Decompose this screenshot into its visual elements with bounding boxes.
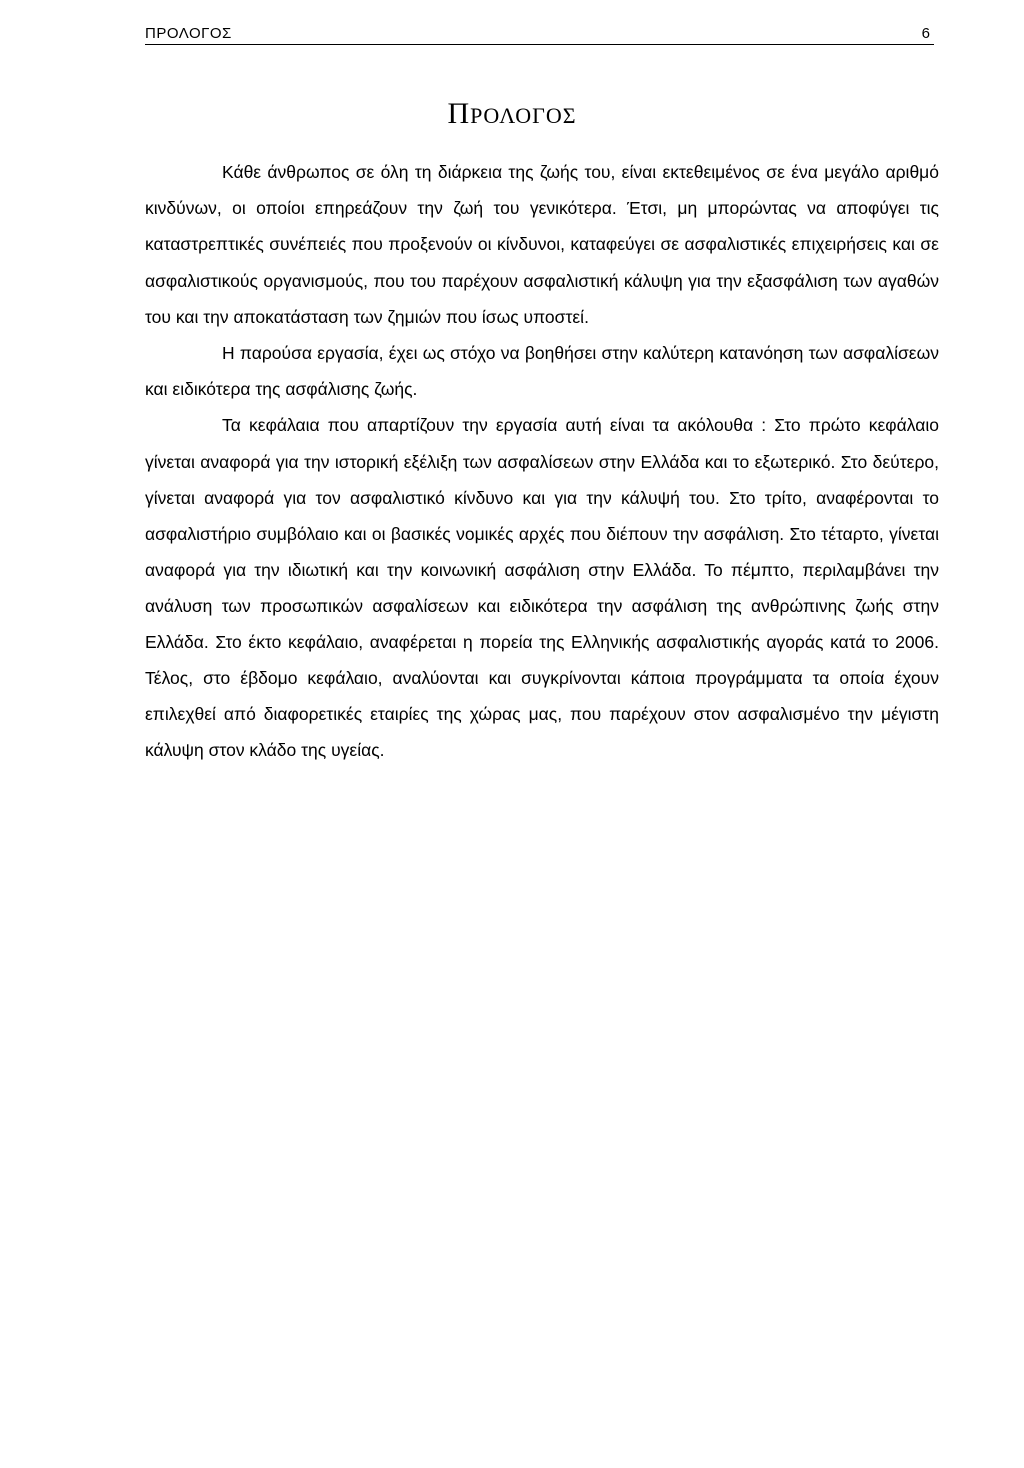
chapter-title [0,96,1024,134]
chapter-title-rest: ΡΟΛΟΓΟΣ [470,103,577,128]
running-header [145,24,934,45]
paragraph-aim: Η παρούσα εργασία, έχει ως στόχο να βοηθήσει στην καλύτερη κατανόηση των ασφαλίσεων και ειδικότερα της ασφάλισης ζωής. [145,343,939,400]
body-text [145,154,939,768]
page-number: 6 [921,25,930,42]
chapter-title-initial: Π [447,97,471,130]
paragraph-intro: Κάθε άνθρωπος σε όλη τη διάρκεια της ζωής του, είναι εκτεθειμένος σε ένα μεγάλο αριθμό κινδύνων, οι οποίοι επηρεάζουν την ζωή του γενικότερα. Έτσι, μη μπορώντας να αποφύγει τις καταστρεπτικές συνέπειές που προξενούν οι κίνδυνοι, καταφεύγει σε ασφαλιστικές επιχειρήσεις και σε ασφαλιστικούς οργανισμούς, που του παρέχουν ασφαλιστική κάλυψη για την εξασφάλιση των αγαθών του και την αποκατάσταση των ζημιών που ίσως υποστεί. [145,162,939,327]
paragraph-chapters: Τα κεφάλαια που απαρτίζουν την εργασία αυτή είναι τα ακόλουθα : Στο πρώτο κεφάλαιο γίνεται αναφορά για την ιστορική εξέλιξη των ασφαλίσεων στην Ελλάδα και το εξωτερικό. Στο δεύτερο, γίνεται αναφορά για τον ασφαλιστικό κίνδυνο και για την κάλυψή του. Στο τρίτο, αναφέρονται το ασφαλιστήριο συμβόλαιο και οι βασικές νομικές αρχές που διέπουν την ασφάλιση. Στο τέταρτο, γίνεται αναφορά για την ιδιωτική και την κοινωνική ασφάλιση στην Ελλάδα. Το πέμπτο, περιλαμβάνει την ανάλυση των προσωπικών ασφαλίσεων και ειδικότερα την ασφάλιση της ανθρώπινης ζωής στην Ελλάδα. Στο έκτο κεφάλαιο, αναφέρεται η πορεία της Ελληνικής ασφαλιστικής αγοράς κατά το 2006. Τέλος, στο έβδομο κεφάλαιο, αναλύονται και συγκρίνονται κάποια προγράμματα τα οποία έχουν επιλεχθεί από διαφορετικές εταιρίες της χώρας μας, που παρέχουν στον ασφαλισμένο την μέγιστη κάλυψη στον κλάδο της υγείας. [145,415,939,761]
running-header-title: ΠΡΟΛΟΓΟΣ [145,25,232,42]
